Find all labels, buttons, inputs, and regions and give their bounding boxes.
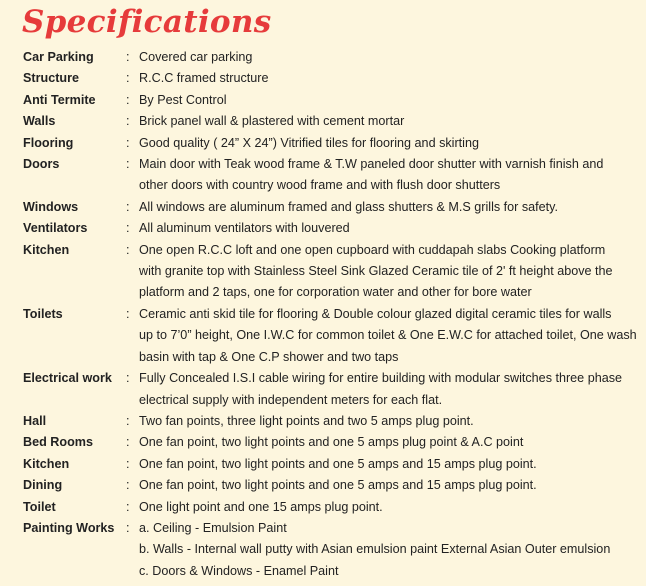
- spec-row: [23, 90, 633, 111]
- spec-row: [23, 518, 633, 582]
- spec-label: Dining: [23, 478, 63, 493]
- spec-value-line: platform and 2 taps, one for corporation water and other for bore water: [139, 285, 532, 300]
- spec-value: [139, 432, 633, 453]
- spec-separator: :: [126, 499, 130, 514]
- spec-value-line: One light point and one 15 amps plug point.: [139, 499, 383, 514]
- spec-value-line: electrical supply with independent meters for each flat.: [139, 392, 443, 407]
- spec-separator: :: [126, 413, 130, 428]
- spec-label: Flooring: [23, 135, 74, 150]
- spec-row: [23, 411, 633, 432]
- spec-value: [139, 475, 633, 496]
- spec-label: Toilet: [23, 499, 56, 514]
- spec-value-line: One fan point, two light points and one 5 amps and 15 amps plug point.: [139, 478, 537, 493]
- spec-value-line: Covered car parking: [139, 50, 253, 64]
- spec-value-line: c. Doors & Windows - Enamel Paint: [139, 563, 339, 578]
- spec-label: Walls: [23, 114, 56, 129]
- spec-separator: :: [126, 199, 130, 214]
- spec-separator: :: [126, 92, 130, 107]
- spec-value: [139, 368, 633, 411]
- spec-row: [23, 368, 633, 411]
- spec-row: [23, 197, 633, 218]
- spec-value-line: up to 7’0” height, One I.W.C for common toilet & One E.W.C for attached toilet, One wash: [139, 328, 637, 343]
- spec-value: [139, 111, 633, 132]
- spec-row: [23, 133, 633, 154]
- spec-label: Car Parking: [23, 50, 94, 64]
- spec-value-line: One open R.C.C loft and one open cupboard with cuddapah slabs Cooking platform: [139, 242, 606, 257]
- spec-label: Painting Works: [23, 520, 115, 535]
- spec-row: [23, 68, 633, 89]
- spec-separator: :: [126, 520, 130, 535]
- spec-value-line: Ceramic anti skid tile for flooring & Double colour glazed digital ceramic tiles for walls: [139, 306, 612, 321]
- spec-row: [23, 304, 637, 368]
- spec-value: [139, 454, 633, 475]
- spec-row: [23, 240, 633, 304]
- spec-value: [139, 497, 633, 518]
- spec-value: [139, 411, 633, 432]
- spec-value: [139, 304, 637, 368]
- spec-value-line: Brick panel wall & plastered with cement mortar: [139, 114, 405, 129]
- spec-separator: :: [126, 114, 130, 129]
- spec-value-line: other doors with country wood frame and with flush door shutters: [139, 178, 501, 193]
- spec-row: [23, 432, 633, 453]
- spec-value-line: Good quality ( 24” X 24”) Vitrified tiles for flooring and skirting: [139, 135, 479, 150]
- spec-row: [23, 111, 633, 132]
- spec-value-line: One fan point, two light points and one 5 amps plug point & A.C point: [139, 435, 524, 450]
- spec-separator: :: [126, 478, 130, 493]
- spec-separator: :: [126, 221, 130, 236]
- spec-separator: :: [126, 435, 130, 450]
- spec-value-line: R.C.C framed structure: [139, 71, 269, 86]
- spec-separator: :: [126, 135, 130, 150]
- spec-label: Hall: [23, 413, 47, 428]
- spec-label: Ventilators: [23, 221, 88, 236]
- spec-value-line: with granite top with Stainless Steel Sink Glazed Ceramic tile of 2' ft height above the: [139, 264, 613, 279]
- spec-value: [139, 47, 633, 68]
- specifications-list: [23, 47, 637, 582]
- spec-separator: :: [126, 50, 130, 64]
- spec-row: [23, 47, 633, 68]
- spec-label: Structure: [23, 71, 79, 86]
- spec-value-line: One fan point, two light points and one 5 amps and 15 amps plug point.: [139, 456, 537, 471]
- spec-row: [23, 454, 633, 475]
- spec-value-line: All aluminum ventilators with louvered: [139, 221, 350, 236]
- spec-value-line: Fully Concealed I.S.I cable wiring for entire building with modular switches three phase: [139, 371, 623, 386]
- spec-separator: :: [126, 157, 130, 172]
- spec-value-line: By Pest Control: [139, 92, 227, 107]
- spec-value: [139, 218, 633, 239]
- spec-label: Doors: [23, 157, 60, 172]
- spec-separator: :: [126, 242, 130, 257]
- spec-label: Bed Rooms: [23, 435, 93, 450]
- spec-separator: :: [126, 371, 130, 386]
- spec-value-line: Main door with Teak wood frame & T.W paneled door shutter with varnish finish and: [139, 157, 604, 172]
- page-title: Specifications: [22, 4, 272, 40]
- spec-separator: :: [126, 456, 130, 471]
- spec-value-line: b. Walls - Internal wall putty with Asian emulsion paint External Asian Outer emulsion: [139, 542, 611, 557]
- spec-value-line: basin with tap & One C.P shower and two taps: [139, 349, 399, 364]
- spec-row: [23, 154, 633, 197]
- spec-label: Electrical work: [23, 371, 112, 386]
- spec-value: [139, 68, 633, 89]
- spec-label: Windows: [23, 199, 79, 214]
- spec-label: Toilets: [23, 306, 63, 321]
- spec-label: Kitchen: [23, 456, 70, 471]
- spec-row: [23, 218, 633, 239]
- spec-value-line: Two fan points, three light points and two 5 amps plug point.: [139, 413, 474, 428]
- spec-value: [139, 90, 633, 111]
- spec-value: [139, 133, 633, 154]
- spec-label: Kitchen: [23, 242, 70, 257]
- spec-value: [139, 197, 633, 218]
- spec-separator: :: [126, 71, 130, 86]
- spec-row: [23, 475, 633, 496]
- spec-value-line: All windows are aluminum framed and glass shutters & M.S grills for safety.: [139, 199, 559, 214]
- spec-value: [139, 154, 633, 197]
- spec-separator: :: [126, 306, 130, 321]
- spec-value: [139, 240, 633, 304]
- spec-value: [139, 518, 633, 582]
- spec-label: Anti Termite: [23, 92, 96, 107]
- spec-row: [23, 497, 633, 518]
- spec-value-line: a. Ceiling - Emulsion Paint: [139, 520, 287, 535]
